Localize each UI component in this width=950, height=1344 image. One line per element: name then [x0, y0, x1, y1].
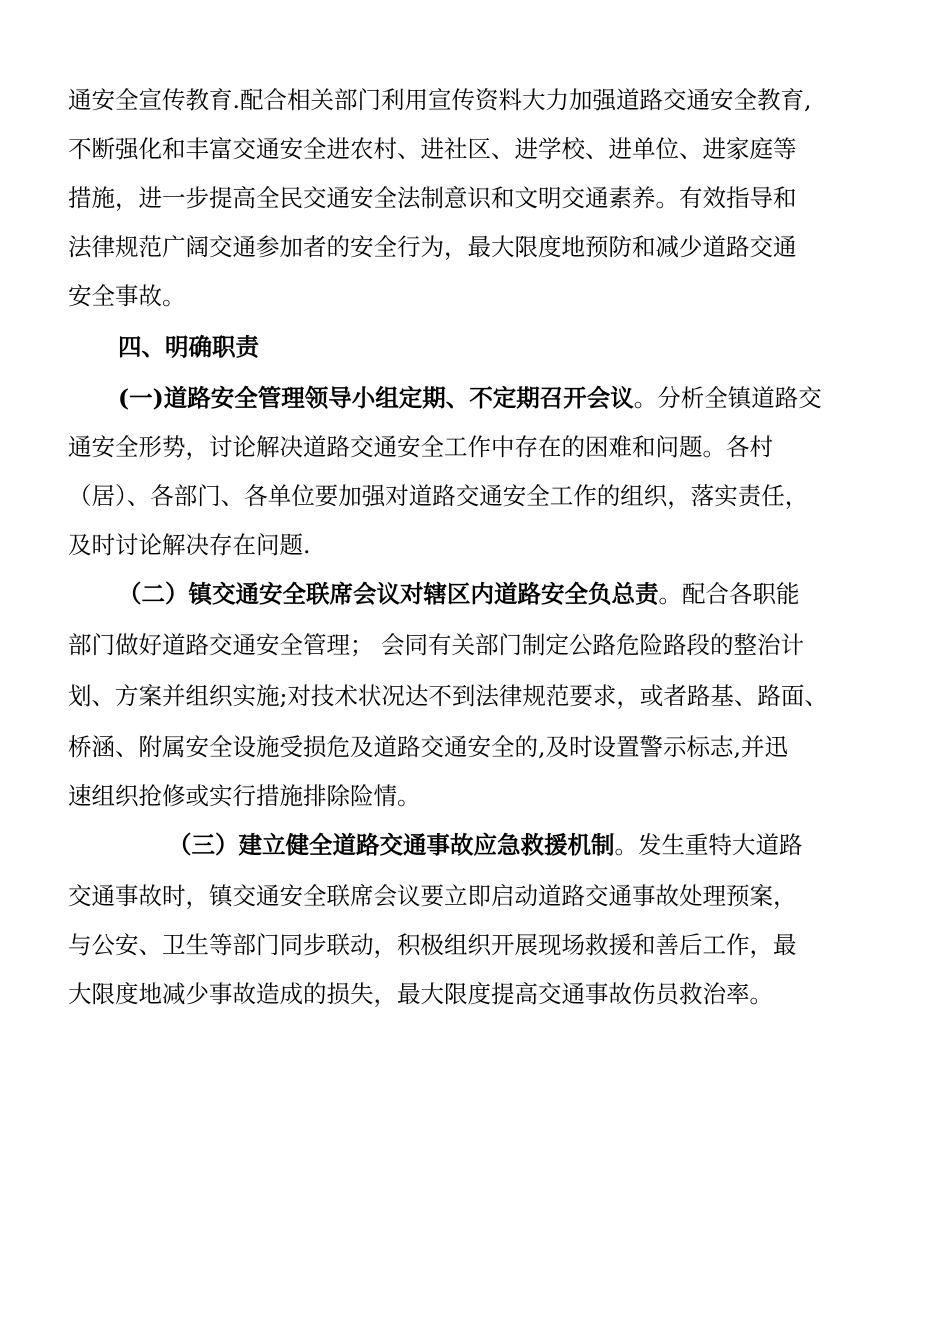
item2-line: 桥涵、附属安全设施受损危及道路交通安全的,及时设置警示标志,并迅	[68, 733, 788, 761]
section-heading-text: 四、明确职责	[118, 333, 259, 361]
item3-line: 与公安、卫生等部门同步联动，积极组织开展现场救援和善后工作，最	[68, 931, 797, 959]
item3-first-line	[168, 821, 803, 869]
item2-bold-heading: （二）镇交通安全联席会议对辖区内道路安全负总责	[118, 580, 659, 608]
item2-line: 部门做好道路交通安全管理； 会同有关部门制定公路危险路段的整治计	[68, 631, 804, 659]
item1-line: 及时讨论解决存在问题.	[68, 531, 311, 559]
item3-line: 交通事故时，镇交通安全联席会议要立即启动道路交通事故处理预案，	[68, 882, 797, 910]
item2-first-rest: 。配合各职能	[658, 580, 800, 608]
intro-line: 不断强化和丰富交通安全进农村、进社区、进学校、进单位、进家庭等	[68, 135, 797, 163]
intro-line: 措施，进一步提高全民交通安全法制意识和文明交通素养。有效指导和	[68, 184, 797, 212]
item3-bold-heading: （三）建立健全道路交通事故应急救援机制	[168, 831, 615, 859]
item1-line: （居）、各部门、各单位要加强对道路交通安全工作的组织，落实责任，	[68, 482, 809, 510]
item1-first-rest: 。分析全镇道路交	[633, 384, 822, 412]
item1-bold-heading: (一)道路安全管理领导小组定期、不定期召开会议	[118, 384, 634, 412]
intro-line: 法律规范广阔交通参加者的安全行为，最大限度地预防和减少道路交通	[68, 233, 797, 261]
section-heading	[118, 323, 259, 371]
intro-line: 安全事故。	[68, 282, 186, 310]
item3-line: 大限度地减少事故造成的损失，最大限度提高交通事故伤员救治率。	[68, 980, 773, 1008]
item2-first-line	[118, 570, 800, 618]
intro-line: 通安全宣传教育.配合相关部门利用宣传资料大力加强道路交通安全教育,	[68, 86, 812, 114]
item2-line: 速组织抢修或实行措施排除险情。	[68, 782, 421, 810]
item3-first-rest: 。发生重特大道路	[614, 831, 803, 859]
item1-line: 通安全形势，讨论解决道路交通安全工作中存在的困难和问题。各村	[68, 433, 773, 461]
item2-line: 划、方案并组织实施;对技术状况达不到法律规范要求，或者路基、路面、	[68, 682, 828, 710]
item1-first-line	[118, 374, 822, 422]
